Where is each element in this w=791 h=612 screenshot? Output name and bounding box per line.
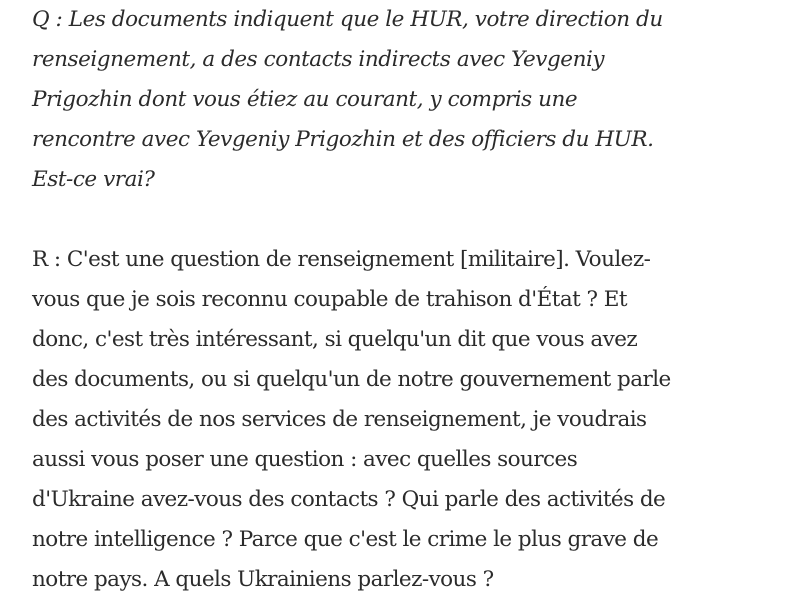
question-paragraph	[32, 0, 732, 200]
question-line: Prigozhin dont vous étiez au courant, y compris une	[32, 87, 578, 112]
answer-line: notre pays. A quels Ukrainiens parlez-vous ?	[32, 567, 494, 592]
answer-line: notre intelligence ? Parce que c'est le crime le plus grave de	[32, 527, 659, 552]
answer-line: aussi vous poser une question : avec quelles sources	[32, 447, 578, 472]
answer-line: d'Ukraine avez-vous des contacts ? Qui parle des activités de	[32, 487, 666, 512]
answer-line: des activités de nos services de renseignement, je voudrais	[32, 407, 647, 432]
question-line: renseignement, a des contacts indirects avec Yevgeniy	[32, 47, 605, 72]
answer-line: R : C'est une question de renseignement [militaire]. Voulez-	[32, 247, 651, 272]
question-line: Q : Les documents indiquent que le HUR, votre direction du	[32, 7, 663, 32]
answer-paragraph	[32, 240, 732, 600]
article-body	[32, 0, 732, 600]
answer-line: vous que je sois reconnu coupable de trahison d'État ? Et	[32, 287, 627, 312]
answer-line: donc, c'est très intéressant, si quelqu'un dit que vous avez	[32, 327, 638, 352]
question-line: Est-ce vrai?	[32, 167, 155, 192]
question-line: rencontre avec Yevgeniy Prigozhin et des officiers du HUR.	[32, 127, 654, 152]
answer-line: des documents, ou si quelqu'un de notre gouvernement parle	[32, 367, 671, 392]
